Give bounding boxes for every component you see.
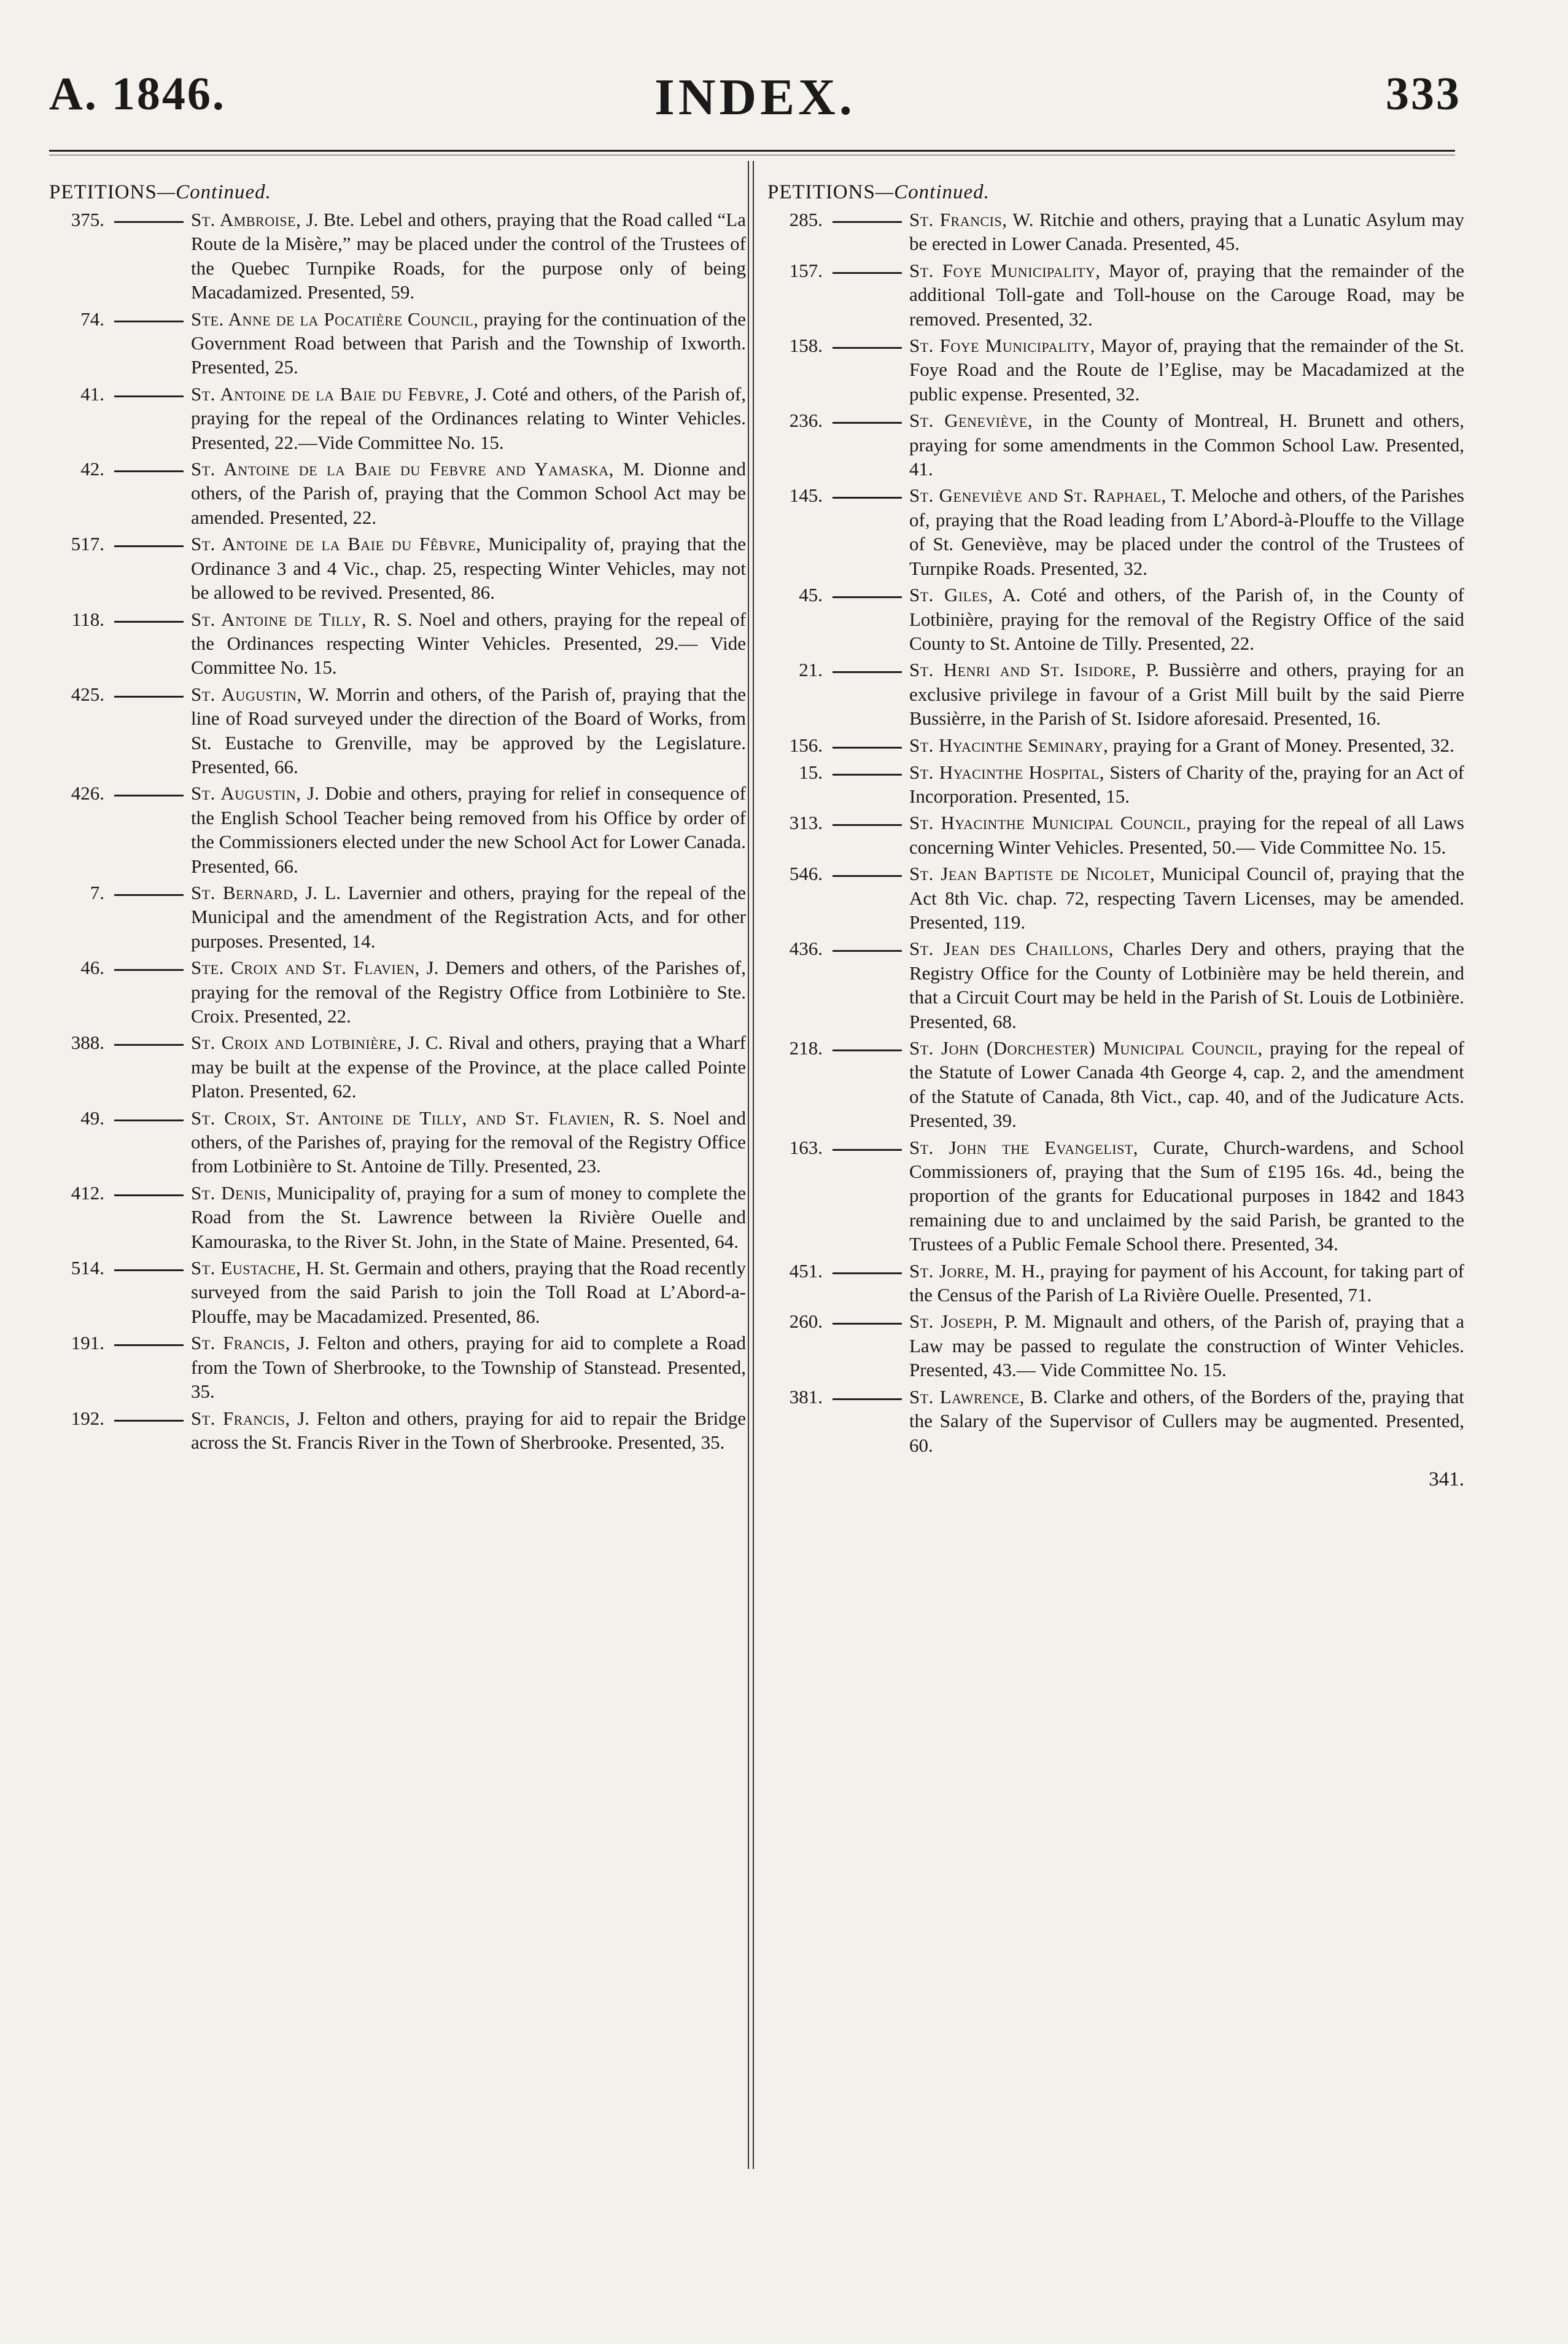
entry-body: M. Dionne and others, of the Parish of, praying that the Common School Act may be amended. Presented, 22. xyxy=(191,458,746,528)
leader-dash xyxy=(108,881,191,953)
entry-number: 218. xyxy=(789,1037,823,1059)
entry-subject: St. Antoine de la Baie du Febvre and Yamaska, xyxy=(191,458,614,480)
entry-list xyxy=(767,208,1464,1457)
entry-text xyxy=(191,532,746,604)
leader-dash xyxy=(826,583,909,655)
entry-number: 192. xyxy=(71,1407,104,1429)
index-entry xyxy=(49,881,746,953)
leader-dash xyxy=(108,1030,191,1103)
entry-number: 74. xyxy=(80,308,104,330)
entry-body: B. Clarke and others, of the Borders of the, praying that the Salary of the Supervisor of Cullers may be augmented. Presented, 60. xyxy=(909,1385,1464,1456)
entry-subject: St. Lawrence, xyxy=(909,1385,1025,1408)
leader-dash xyxy=(108,1256,191,1328)
entry-body: praying for the repeal of the Statute of Lower Canada 4th George 4, cap. 2, and the amendment of the Statute of Canada, 8th Vict., cap. 40, and of the Judicature Acts. Presented, 39. xyxy=(909,1037,1464,1132)
entry-subject: St. Jorre, xyxy=(909,1260,990,1282)
entry-body: W. Morrin and others, of the Parish of, praying that the line of Road surveyed under the direction of the Board of Works, from St. Eustache to Grenville, may be approved by the Legislature. Presented, 66. xyxy=(191,683,746,777)
index-entry xyxy=(767,733,1464,758)
entry-body: T. Meloche and others, of the Parishes of, praying that the Road leading from L’Abord-à-Plouffe to the Village of St. Geneviève, may be placed under the control of the Trustees of Turnpike Roads. Presented, 32. xyxy=(909,485,1464,579)
index-entry xyxy=(767,408,1464,481)
leader-dash xyxy=(108,607,191,680)
leader-dash xyxy=(108,307,191,380)
index-entry xyxy=(767,811,1464,859)
entry-body: J. Demers and others, of the Parishes of, praying for the removal of the Registry Office from Lotbinière to Ste. Croix. Presented, 22. xyxy=(191,957,746,1027)
leader-dash xyxy=(826,1259,909,1307)
index-entry xyxy=(767,483,1464,580)
entry-body: praying for the repeal of all Laws concerning Winter Vehicles. Presented, 50.— Vide Committee No. 15. xyxy=(909,812,1464,858)
entry-text xyxy=(191,1256,746,1328)
entry-number: 260. xyxy=(789,1310,823,1333)
entry-text xyxy=(909,760,1464,809)
entry-text xyxy=(909,1036,1464,1133)
header-rule xyxy=(49,150,1455,152)
entry-text xyxy=(191,1181,746,1253)
entry-number: 436. xyxy=(789,938,823,960)
entry-body: praying for a Grant of Money. Presented, 32. xyxy=(1108,734,1454,756)
index-entry xyxy=(49,1256,746,1328)
entry-subject: St. John (Dorchester) Municipal Council, xyxy=(909,1037,1263,1059)
entry-text xyxy=(191,881,746,953)
index-entry xyxy=(767,936,1464,1034)
leader-dash xyxy=(826,658,909,730)
entry-body: in the County of Montreal, H. Brunett and others, praying for some amendments in the Common School Law. Presented, 41. xyxy=(909,410,1464,480)
right-column xyxy=(767,181,1464,1491)
entry-subject: St. Joseph, xyxy=(909,1310,998,1333)
entry-text xyxy=(191,682,746,779)
heading-continued: —Continued. xyxy=(875,181,990,203)
index-entry xyxy=(767,1385,1464,1457)
index-entry xyxy=(49,532,746,604)
entry-text xyxy=(909,333,1464,406)
entry-subject: St. Jean des Chaillons, xyxy=(909,938,1114,960)
entry-number: 163. xyxy=(789,1136,823,1158)
index-entry xyxy=(767,760,1464,809)
entry-text xyxy=(909,658,1464,730)
entry-body: Mayor of, praying that the remainder of the additional Toll-gate and Toll-house on the Carouge Road, may be removed. Presented, 32. xyxy=(909,259,1464,330)
entry-number: 451. xyxy=(789,1260,823,1282)
entry-text xyxy=(191,781,746,878)
entry-number: 15. xyxy=(799,761,823,783)
leader-dash xyxy=(108,956,191,1028)
entry-number: 514. xyxy=(71,1257,104,1279)
entry-body: praying for the continuation of the Government Road between that Parish and the Township of Ixworth. Presented, 25. xyxy=(191,308,746,378)
index-entry xyxy=(767,583,1464,655)
entry-body: Charles Dery and others, praying that the Registry Office for the County of Lotbinière may be held therein, and that a Circuit Court may be held in the Parish of St. Louis de Lotbinière. Presented, 68. xyxy=(909,938,1464,1032)
entry-number: 156. xyxy=(789,734,823,756)
entry-number: 313. xyxy=(789,812,823,834)
leader-dash xyxy=(826,1135,909,1256)
entry-number: 157. xyxy=(789,259,823,281)
entry-subject: St. Francis, xyxy=(909,209,1007,230)
entry-body: J. Felton and others, praying for aid to repair the Bridge across the St. Francis River in the Town of Sherbrooke. Presented, 35. xyxy=(191,1407,746,1453)
leader-dash xyxy=(826,1385,909,1457)
entry-subject: Ste. Croix and St. Flavien, xyxy=(191,957,420,979)
index-entry xyxy=(767,208,1464,256)
entry-body: R. S. Noel and others, of the Parishes of, praying for the removal of the Registry Office from Lotbinière to St. Antoine de Tilly. Presented, 23. xyxy=(191,1107,746,1177)
entry-subject: St. Geneviève, xyxy=(909,410,1033,432)
entry-text xyxy=(909,1385,1464,1457)
leader-dash xyxy=(108,1331,191,1403)
index-entry xyxy=(49,457,746,529)
entry-number: 381. xyxy=(789,1385,823,1408)
entry-body: P. M. Mignault and others, of the Parish of, praying that a Law may be passed to regulate the construction of Winter Vehicles. Presented, 43.— Vide Committee No. 15. xyxy=(909,1310,1464,1381)
entry-body: P. Bussièrre and others, praying for an exclusive privilege in favour of a Grist Mill built by the said Pierre Bussièrre, in the Parish of St. Isidore aforesaid. Presented, 16. xyxy=(909,659,1464,730)
entry-subject: St. Antoine de la Baie du Fêbvre, xyxy=(191,533,481,555)
entry-body: J. Coté and others, of the Parish of, praying for the repeal of the Ordinances relating to Winter Vehicles. Presented, 22.—Vide Committee No. 15. xyxy=(191,383,747,453)
entry-number: 412. xyxy=(71,1182,104,1204)
entry-number: 426. xyxy=(71,782,104,804)
entry-number: 425. xyxy=(71,683,104,705)
index-entry xyxy=(767,259,1464,331)
entry-text xyxy=(909,1135,1464,1256)
index-entry xyxy=(49,781,746,878)
index-entry xyxy=(49,307,746,380)
entry-number: 21. xyxy=(799,659,823,681)
leader-dash xyxy=(826,408,909,481)
entry-text xyxy=(909,259,1464,331)
index-entry xyxy=(767,1036,1464,1133)
entry-number: 45. xyxy=(799,584,823,606)
entry-text xyxy=(191,1030,746,1103)
leader-dash xyxy=(826,862,909,934)
entry-number: 49. xyxy=(80,1107,104,1129)
page-title: INDEX. xyxy=(654,69,856,126)
entry-number: 546. xyxy=(789,863,823,885)
entry-subject: St. John the Evangelist, xyxy=(909,1136,1139,1158)
index-entry xyxy=(767,333,1464,406)
index-entry xyxy=(49,1331,746,1403)
index-entry xyxy=(49,1406,746,1455)
entry-subject: St. Giles, xyxy=(909,584,993,606)
entry-text xyxy=(191,382,746,454)
index-entry xyxy=(767,1135,1464,1256)
index-entry xyxy=(49,1181,746,1253)
entry-number: 41. xyxy=(80,383,104,405)
entry-text xyxy=(909,408,1464,481)
entry-number: 42. xyxy=(80,458,104,480)
entry-body: J. Bte. Lebel and others, praying that the Road called “La Route de la Misère,” may be placed under the control of the Trustees of the Quebec Turnpike Roads, for the purpose only of being Macadamized. Presented, 59. xyxy=(191,209,746,303)
entry-subject: St. Bernard, xyxy=(191,881,298,903)
catchword: 341. xyxy=(1429,1468,1464,1490)
entry-subject: St. Augustin, xyxy=(191,782,301,804)
entry-subject: St. Foye Municipality, xyxy=(909,259,1101,281)
entry-body: Curate, Church-wardens, and School Commissioners of, praying that the Sum of £195 16s. 4d., being the proportion of the grants for Educational purposes in 1842 and 1843 remaining due to and unclaimed by the said Parish, be granted to the Trustees of a Public Female School there. Presented, 34. xyxy=(909,1136,1464,1255)
heading-continued: —Continued. xyxy=(157,181,271,203)
entry-text xyxy=(191,457,746,529)
leader-dash xyxy=(108,1406,191,1455)
entry-subject: St. Croix, St. Antoine de Tilly, and St. Flavien, xyxy=(191,1107,615,1129)
left-column xyxy=(49,181,746,1457)
entry-body: H. St. Germain and others, praying that the Road recently surveyed from the said Parish to join the Toll Road at L’Abord-a-Plouffe, may be Macadamized. Presented, 86. xyxy=(191,1257,746,1327)
page-number: 333 xyxy=(1386,68,1461,120)
index-entry xyxy=(49,1030,746,1103)
entry-text xyxy=(191,307,746,380)
leader-dash xyxy=(108,208,191,305)
entry-number: 236. xyxy=(789,410,823,432)
index-entry xyxy=(49,208,746,305)
index-entry xyxy=(767,1259,1464,1307)
leader-dash xyxy=(826,1036,909,1133)
entry-number: 158. xyxy=(789,335,823,357)
entry-subject: St. Hyacinthe Municipal Council, xyxy=(909,812,1192,834)
entry-body: J. Felton and others, praying for aid to complete a Road from the Town of Sherbrooke, to the Township of Stanstead. Presented, 35. xyxy=(191,1332,746,1403)
page-header xyxy=(49,68,1461,141)
entry-text xyxy=(191,956,746,1028)
entry-text xyxy=(909,811,1464,859)
entry-body: Municipal Council of, praying that the Act 8th Vic. chap. 72, respecting Tavern Licenses, may be amended. Presented, 119. xyxy=(909,863,1464,933)
index-entry xyxy=(767,1309,1464,1382)
entry-subject: St. Francis, xyxy=(191,1332,290,1354)
entry-subject: St. Foye Municipality, xyxy=(909,335,1095,357)
entry-number: 191. xyxy=(71,1332,104,1354)
entry-body: J. L. Lavernier and others, praying for the repeal of the Municipal and the amendment of the Registration Acts, and for other purposes. Presented, 14. xyxy=(191,881,746,952)
leader-dash xyxy=(826,811,909,859)
entry-text xyxy=(909,733,1464,758)
index-entry xyxy=(49,956,746,1028)
index-entry xyxy=(767,862,1464,934)
entry-subject: St. Eustache, xyxy=(191,1257,301,1279)
entry-list xyxy=(49,208,746,1454)
entry-body: J. Dobie and others, praying for relief in consequence of the English School Teacher being removed from his Office by order of the Commissioners elected under the new School Act for Lower Canada. Presented, 66. xyxy=(191,782,746,877)
leader-dash xyxy=(826,259,909,331)
index-entry xyxy=(49,382,746,454)
heading-text: PETITIONS xyxy=(767,181,875,203)
entry-number: 285. xyxy=(789,209,823,230)
entry-subject: St. Hyacinthe Seminary, xyxy=(909,734,1109,756)
entry-subject: St. Antoine de Tilly, xyxy=(191,608,367,630)
leader-dash xyxy=(826,208,909,256)
entry-text xyxy=(191,1406,746,1455)
index-entry xyxy=(49,1106,746,1178)
index-entry xyxy=(49,607,746,680)
entry-body: R. S. Noel and others, praying for the repeal of the Ordinances respecting Winter Vehicles. Presented, 29.— Vide Committee No. 15. xyxy=(191,608,746,679)
entry-subject: St. Jean Baptiste de Nicolet, xyxy=(909,863,1155,885)
entry-text xyxy=(909,862,1464,934)
entry-subject: Ste. Anne de la Pocatière Council, xyxy=(191,308,479,330)
entry-body: Mayor of, praying that the remainder of the St. Foye Road and the Route de l’Eglise, may be Macadamized at the public expense. Presented, 32. xyxy=(909,335,1464,405)
entry-text xyxy=(909,208,1464,256)
entry-text xyxy=(909,483,1464,580)
entry-body: A. Coté and others, of the Parish of, in the County of Lotbinière, praying for the removal of the Registry Office of the said County to St. Antoine de Tilly. Presented, 22. xyxy=(909,584,1464,654)
entry-subject: St. Augustin, xyxy=(191,683,302,705)
entry-number: 7. xyxy=(90,881,104,903)
entry-text xyxy=(909,1259,1464,1307)
entry-subject: St. Denis, xyxy=(191,1182,272,1204)
heading-text: PETITIONS xyxy=(49,181,157,203)
entry-body: W. Ritchie and others, praying that a Lunatic Asylum may be erected in Lower Canada. Presented, 45. xyxy=(909,209,1464,255)
leader-dash xyxy=(108,532,191,604)
entry-subject: St. Croix and Lotbinière, xyxy=(191,1032,402,1054)
leader-dash xyxy=(826,483,909,580)
leader-dash xyxy=(826,733,909,758)
leader-dash xyxy=(826,760,909,809)
entry-number: 517. xyxy=(71,533,104,555)
leader-dash xyxy=(108,1181,191,1253)
entry-subject: St. Geneviève and St. Raphael, xyxy=(909,485,1166,507)
entry-subject: St. Ambroise, xyxy=(191,209,301,230)
leader-dash xyxy=(108,781,191,878)
entry-subject: St. Hyacinthe Hospital, xyxy=(909,761,1104,783)
session-year: A. 1846. xyxy=(49,68,226,120)
entry-text xyxy=(909,583,1464,655)
leader-dash xyxy=(826,1309,909,1382)
entry-number: 388. xyxy=(71,1032,104,1054)
entry-body: Sisters of Charity of the, praying for an Act of Incorporation. Presented, 15. xyxy=(909,761,1464,807)
leader-dash xyxy=(108,382,191,454)
entry-subject: St. Francis, xyxy=(191,1407,290,1429)
entry-text xyxy=(191,1106,746,1178)
entry-body: Municipality of, praying for a sum of money to complete the Road from the St. Lawrence between la Rivière Ouelle and Kamouraska, to the River St. John, in the State of Maine. Presented, 64. xyxy=(191,1182,746,1252)
entry-body: M. H., praying for payment of his Account, for taking part of the Census of the Parish of La Rivière Ouelle. Presented, 71. xyxy=(909,1260,1465,1306)
entry-subject: St. Henri and St. Isidore, xyxy=(909,659,1136,681)
entry-text xyxy=(191,1331,746,1403)
entry-text xyxy=(909,936,1464,1034)
entry-number: 118. xyxy=(71,608,104,630)
entry-number: 145. xyxy=(789,485,823,507)
leader-dash xyxy=(108,682,191,779)
leader-dash xyxy=(108,1106,191,1178)
leader-dash xyxy=(826,936,909,1034)
entry-number: 375. xyxy=(71,209,104,230)
column-heading xyxy=(49,181,746,204)
index-entry xyxy=(767,658,1464,730)
entry-text xyxy=(191,208,746,305)
entry-text xyxy=(191,607,746,680)
column-heading xyxy=(767,181,1464,204)
entry-number: 46. xyxy=(80,957,104,979)
index-entry xyxy=(49,682,746,779)
entry-body: J. C. Rival and others, praying that a Wharf may be built at the expense of the Province, at the place called Pointe Platon. Presented, 62. xyxy=(191,1032,746,1102)
entry-text xyxy=(909,1309,1464,1382)
leader-dash xyxy=(826,333,909,406)
entry-subject: St. Antoine de la Baie du Febvre, xyxy=(191,383,470,405)
leader-dash xyxy=(108,457,191,529)
entry-body: Municipality of, praying that the Ordinance 3 and 4 Vic., chap. 25, respecting Winter Vehicles, may not be allowed to be revived. Presented, 86. xyxy=(191,533,746,604)
column-divider xyxy=(748,161,754,2169)
